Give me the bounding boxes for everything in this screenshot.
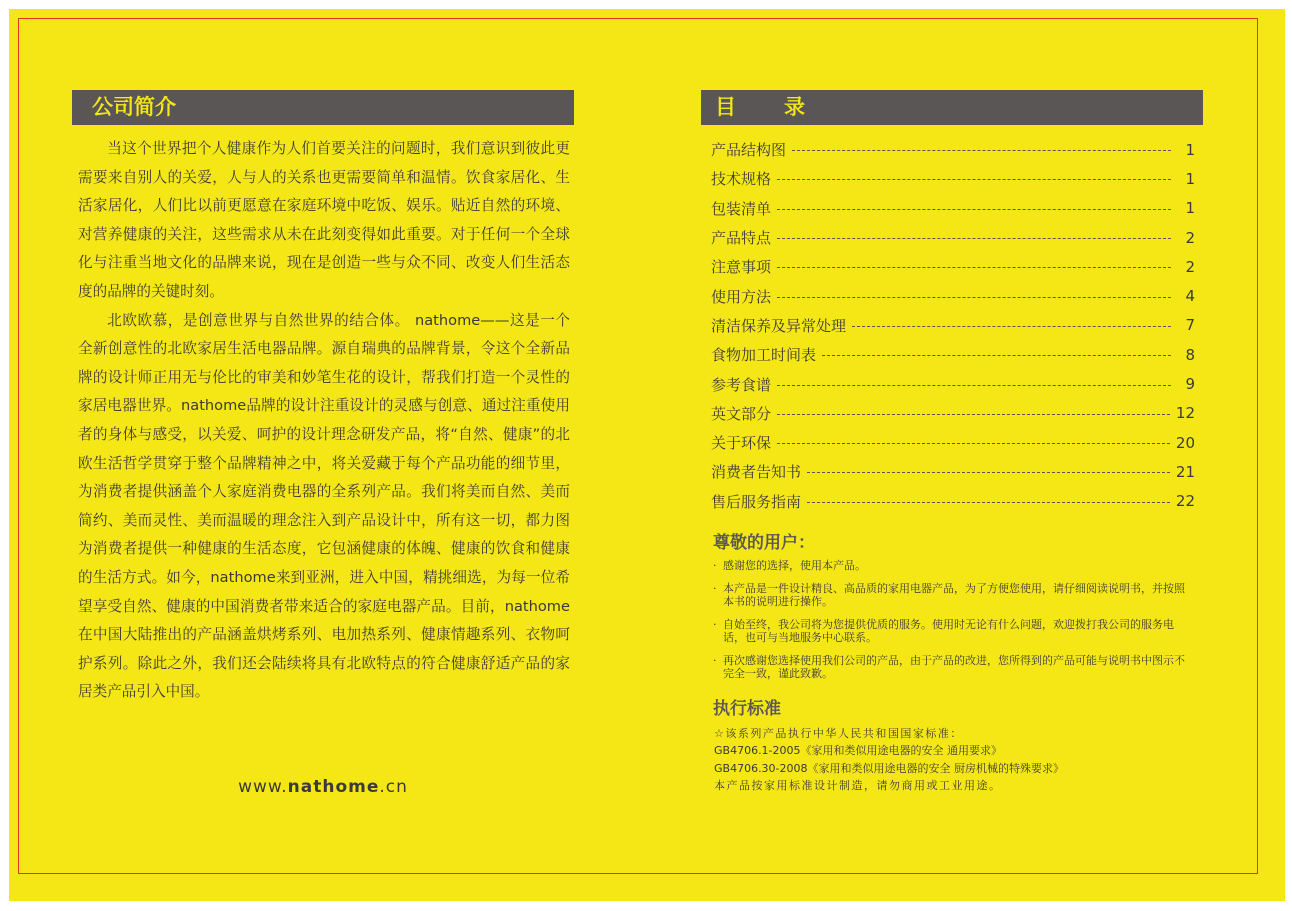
standards-block <box>714 725 1203 795</box>
company-intro-section <box>72 90 574 797</box>
toc-entry[interactable] <box>711 311 1195 340</box>
toc-entry[interactable] <box>711 135 1195 164</box>
standard-line: GB4706.1-2005《家用和类似用途电器的安全 通用要求》 <box>714 744 1003 758</box>
toc-leader <box>777 385 1171 386</box>
toc-label: 关于环保 <box>711 434 772 453</box>
standards-note: 本产品按家用标准设计制造，请勿商用或工业用途。 <box>714 779 1002 793</box>
toc-page-number: 22 <box>1175 492 1195 511</box>
intro-paragraph: 北欧欧慕，是创意世界与自然世界的结合体。 nathome——这是一个全新创意性的北欧家居生活电器品牌。源自瑞典的品牌背景，令这个全新品牌的设计师正用无与伦比的审美和妙笔生花的设计，帮我们打造一个灵性的家居电器世界。nathome品牌的设计注重设计的灵感与创意、通过注重使用者的身体与感受，以关爱、呵护的设计理念研发产品，将“自然、健康”的北欧生活哲学贯穿于整个品牌精神之中，将关爱藏于每个产品功能的细节里，为消费者提供涵盖个人家庭消费电器的全系列产品。我们将美而自然、美而简约、美而灵性、美而温暖的理念注入到产品设计中，所有这一切，都力图为消费者提供一种健康的生活态度，它包涵健康的体魄、健康的饮食和健康的生活方式。如今，nathome来到亚洲，进入中国，精挑细选，为每一位希望享受自然、健康的中国消费者带来适合的家庭电器产品。目前，nathome在中国大陆推出的产品涵盖烘烤系列、电加热系列、健康情趣系列、衣物呵护系列。除此之外，我们还会陆续将具有北欧特点的符合健康舒适产品的家居类产品引入中国。 <box>78 311 570 701</box>
toc-page-number: 2 <box>1185 257 1195 276</box>
toc-leader <box>807 502 1170 503</box>
toc-leader <box>777 297 1171 298</box>
toc-page-number: 7 <box>1185 316 1195 335</box>
toc-label: 清洁保养及异常处理 <box>711 316 847 335</box>
bullet-icon: · <box>713 581 717 595</box>
toc-leader <box>777 414 1170 415</box>
toc-leader <box>777 267 1171 268</box>
toc-entry[interactable] <box>711 164 1195 193</box>
contents-section <box>701 90 1203 795</box>
toc-page-number: 12 <box>1175 404 1195 423</box>
toc-label: 产品结构图 <box>711 141 787 160</box>
toc-entry[interactable] <box>711 428 1195 457</box>
toc-label: 参考食谱 <box>711 375 772 394</box>
toc-page-number: 9 <box>1185 375 1195 394</box>
toc-label: 售后服务指南 <box>711 492 802 511</box>
toc-entry[interactable] <box>711 281 1195 310</box>
toc-label: 消费者告知书 <box>711 463 802 482</box>
toc-entry[interactable] <box>711 223 1195 252</box>
company-intro-body <box>78 135 570 707</box>
url-prefix: www. <box>238 777 288 797</box>
toc-page-number: 1 <box>1185 140 1195 159</box>
toc-entry[interactable] <box>711 487 1195 516</box>
toc-label: 产品特点 <box>711 229 772 248</box>
standard-line: GB4706.30-2008《家用和类似用途电器的安全 厨房机械的特殊要求》 <box>714 761 1065 775</box>
toc-leader <box>792 150 1171 151</box>
toc-entry[interactable] <box>711 252 1195 281</box>
toc-leader <box>852 326 1171 327</box>
toc-leader <box>777 238 1171 239</box>
toc-leader <box>777 209 1171 210</box>
toc-leader <box>807 472 1170 473</box>
toc-page-number: 4 <box>1185 287 1195 306</box>
notice-text: 感谢您的选择，使用本产品。 <box>723 558 866 572</box>
dear-user-heading: 尊敬的用户： <box>713 532 815 553</box>
toc-page-number: 1 <box>1185 199 1195 218</box>
standards-intro: ☆该系列产品执行中华人民共和国国家标准： <box>714 726 963 740</box>
toc-page-number: 1 <box>1185 169 1195 188</box>
table-of-contents <box>711 135 1195 516</box>
toc-entry[interactable] <box>711 369 1195 398</box>
toc-page-number: 21 <box>1175 462 1195 481</box>
toc-leader <box>777 443 1170 444</box>
notice-item <box>713 559 1191 572</box>
toc-page-number: 2 <box>1185 228 1195 247</box>
toc-label: 英文部分 <box>711 404 772 423</box>
notice-text: 再次感谢您选择使用我们公司的产品，由于产品的改进，您所得到的产品可能与说明书中图示不完全一致，谨此致歉。 <box>723 653 1185 680</box>
notice-list <box>713 559 1191 680</box>
notice-item <box>713 618 1191 644</box>
url-suffix: .cn <box>379 777 408 797</box>
company-intro-heading: 公司简介 <box>72 90 574 125</box>
toc-entry[interactable] <box>711 194 1195 223</box>
bullet-icon: · <box>713 558 717 572</box>
toc-page-number: 8 <box>1185 345 1195 364</box>
toc-label: 注意事项 <box>711 258 772 277</box>
intro-paragraph: 当这个世界把个人健康作为人们首要关注的问题时，我们意识到彼此更需要来自别人的关爱，人与人的关系也更需要简单和温情。饮食家居化、生活家居化，人们比以前更愿意在家庭环境中吃饭、娱乐。贴近自然的环境、对营养健康的关注，这些需求从未在此刻变得如此重要。对于任何一个全球化与注重当地文化的品牌来说，现在是创造一些与众不同、改变人们生活态度的品牌的关键时刻。 <box>78 140 570 300</box>
standards-heading: 执行标准 <box>713 698 781 719</box>
bullet-icon: · <box>713 653 717 667</box>
toc-entry[interactable] <box>711 457 1195 486</box>
notice-text: 本产品是一件设计精良、高品质的家用电器产品，为了方便您使用，请仔细阅读说明书，并按照本书的说明进行操作。 <box>723 581 1185 608</box>
toc-page-number: 20 <box>1175 433 1195 452</box>
toc-label: 食物加工时间表 <box>711 346 817 365</box>
notice-item <box>713 582 1191 608</box>
toc-label: 技术规格 <box>711 170 772 189</box>
toc-label: 使用方法 <box>711 287 772 306</box>
toc-entry[interactable] <box>711 399 1195 428</box>
url-brand: nathome <box>287 777 380 797</box>
toc-entry[interactable] <box>711 340 1195 369</box>
toc-leader <box>822 355 1171 356</box>
contents-heading: 目录 <box>701 90 1203 125</box>
notice-text: 自始至终，我公司将为您提供优质的服务。使用时无论有什么问题，欢迎拨打我公司的服务电话，也可与当地服务中心联系。 <box>723 617 1174 644</box>
bullet-icon: · <box>713 617 717 631</box>
toc-leader <box>777 179 1171 180</box>
website-url[interactable] <box>72 777 574 797</box>
toc-label: 包装清单 <box>711 199 772 218</box>
notice-item <box>713 654 1191 680</box>
